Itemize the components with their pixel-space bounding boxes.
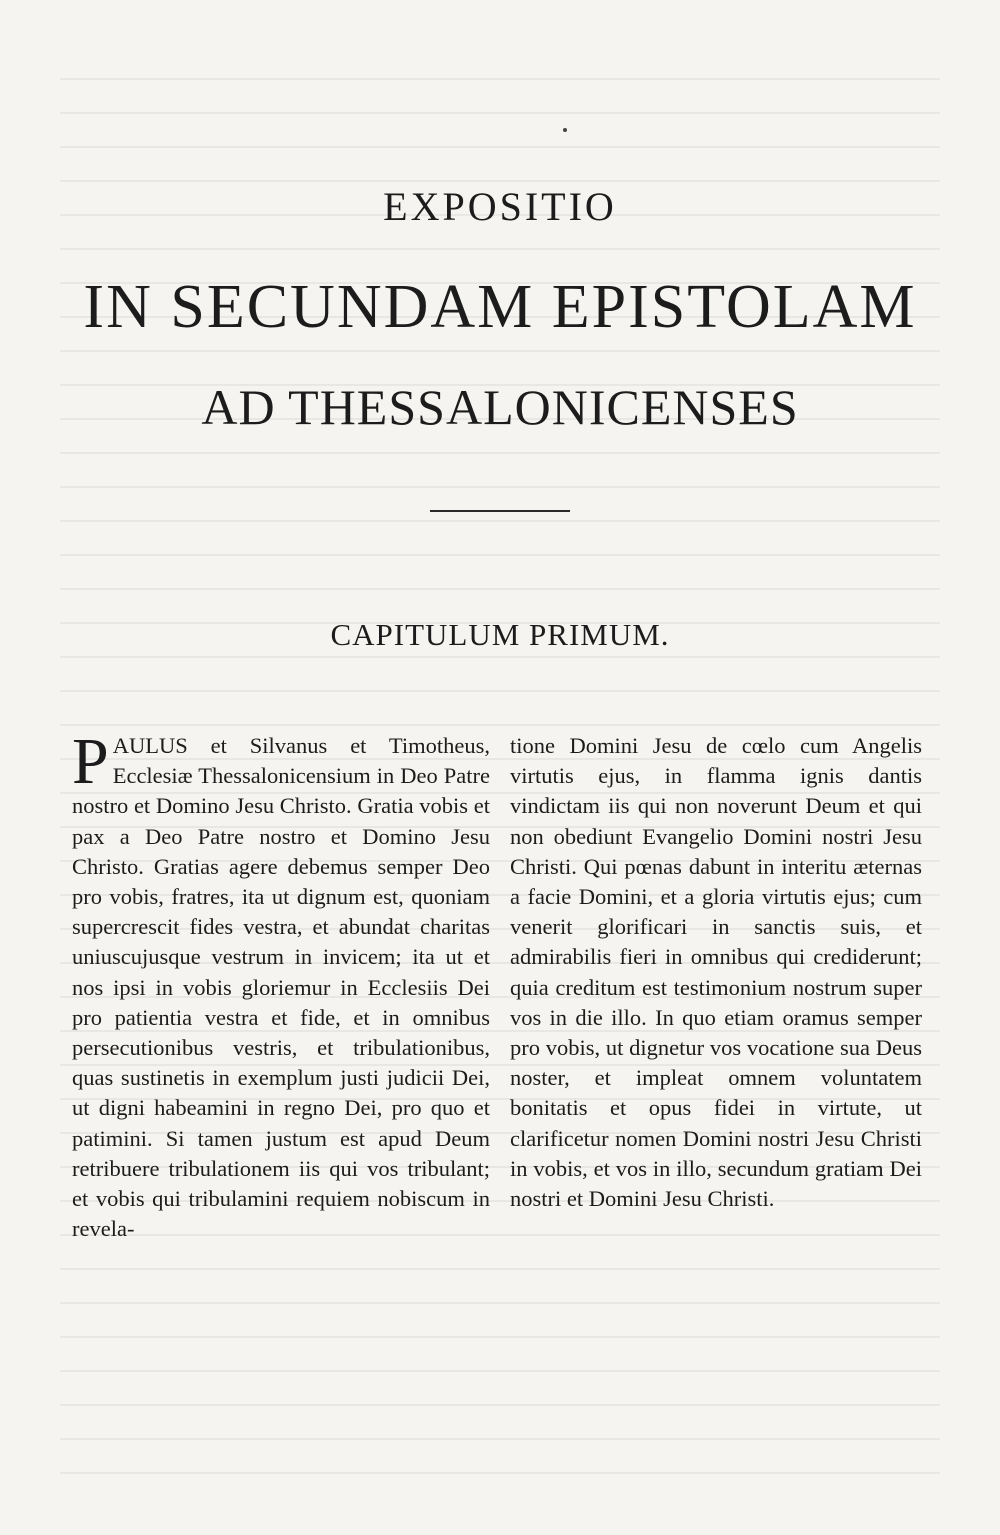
title-ad-thessalonicenses: AD THESSALONICENSES <box>201 379 799 435</box>
drop-cap: P <box>72 725 109 798</box>
right-text-column <box>510 731 922 1214</box>
left-text-column <box>72 725 490 1244</box>
chapter-heading: CAPITULUM PRIMUM. <box>330 617 670 652</box>
title-rule-divider <box>430 510 570 512</box>
title-expositio: EXPOSITIO <box>383 184 617 229</box>
ornament-dot <box>563 128 567 132</box>
right-column-text: tione Domini Jesu de cœlo cum Angelis virtutis ejus, in flamma ignis dantis vindictam iis qui non noverunt Deum et qui non obediunt Evangelio Domini nostri Jesu Christi. Qui pœnas dabunt in interitu æternas a facie Domini, et a gloria virtutis ejus; cum venerit glorificari in sanctis suis, et admirabilis fieri in omnibus qui crediderunt; quia creditum est testimonium nostrum super vos in die illo. In quo etiam oramus semper pro vobis, ut dignetur vos vocatione sua Deus noster, et impleat omnem voluntatem bonitatis et opus fidei in virtute, ut clarificetur nomen Domini nostri Jesu Christi in vobis, et vos in illo, secundum gratiam Dei nostri et Domini Jesu Christi. <box>510 733 922 1212</box>
left-column-text: AULUS et Silvanus et Timotheus, Ecclesiæ Thessalonicensium in Deo Patre nostro et Domino Jesu Christo. Gratia vobis et pax a Deo Patre nostro et Domino Jesu Christo. Gratias agere debemus semper Deo pro vobis, fratres, ita ut dignum est, quoniam supercrescit fides vestra, et abundat charitas uniuscujusque vestrum in invicem; ita ut et nos ipsi in vobis gloriemur in Ecclesiis Dei pro patientia vestra et fide, et in omnibus persecutionibus vestris, et tribulationibus, quas sustinetis in exemplum justi judicii Dei, ut digni habeamini in regno Dei, pro quo et patimini. Si tamen justum est apud Deum retribuere tribulationem iis qui vos tribulant; et vobis qui tribulamini requiem nobiscum in revela- <box>72 733 490 1242</box>
title-in-secundam-epistolam: IN SECUNDAM EPISTOLAM <box>83 273 917 341</box>
